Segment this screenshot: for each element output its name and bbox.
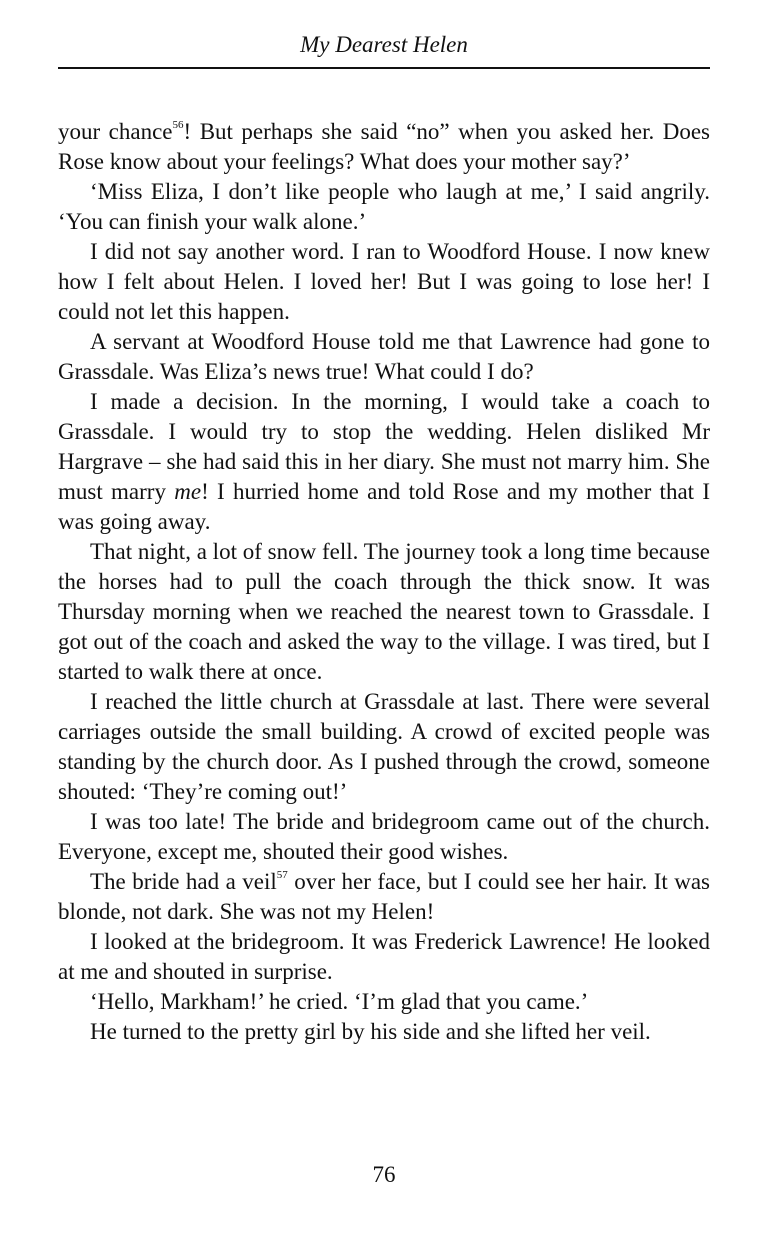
- paragraph-2: ‘Miss Eliza, I don’t like people who laugh at me,’ I said angrily. ‘You can finish your walk alone.’: [58, 179, 710, 234]
- body-text: [58, 117, 710, 1047]
- paragraph-5: [58, 387, 710, 537]
- paragraph-3: I did not say another word. I ran to Woodford House. I now knew how I felt about Helen. I loved her! But I was going to lose her! I could not let this happen.: [58, 239, 710, 324]
- paragraph-9-text-b: over her face, but I could see her hair. It was blonde, not dark. She was not my Helen!: [58, 869, 711, 924]
- header-rule: [58, 67, 710, 69]
- paragraph-5-text-b: ! I hurried home and told Rose and my mother that I was going away.: [58, 479, 710, 534]
- paragraph-4: A servant at Woodford House told me that Lawrence had gone to Grassdale. Was Eliza’s news true! What could I do?: [58, 329, 710, 384]
- paragraph-9-text-a: The bride had a veil: [90, 869, 277, 894]
- paragraph-8: I was too late! The bride and bridegroom came out of the church. Everyone, except me, shouted their good wishes.: [58, 809, 710, 864]
- paragraph-10: I looked at the bridegroom. It was Frederick Lawrence! He looked at me and shouted in surprise.: [58, 929, 710, 984]
- paragraph-12: He turned to the pretty girl by his side and she lifted her veil.: [90, 1019, 651, 1044]
- page-number: 76: [372, 1162, 396, 1187]
- paragraph-9: [58, 867, 710, 927]
- paragraph-11: ‘Hello, Markham!’ he cried. ‘I’m glad that you came.’: [90, 989, 589, 1014]
- footnote-ref-57: 57: [276, 869, 288, 881]
- paragraph-1: [58, 117, 710, 177]
- running-title: My Dearest Helen: [300, 32, 468, 57]
- paragraph-5-text-a: I made a decision. In the morning, I would take a coach to Grassdale. I would try to stop the wedding. Helen disliked Mr Hargrave – she had said this in her diary. She must not marry him. She must marry: [58, 389, 710, 504]
- paragraph-1-text-b: ! But perhaps she said “no” when you asked her. Does Rose know about your feelings? What does your mother say?’: [58, 119, 710, 174]
- footnote-ref-56: 56: [172, 119, 184, 131]
- paragraph-1-text-a: your chance: [58, 119, 173, 144]
- emphasis-me: me: [174, 479, 202, 504]
- paragraph-6: That night, a lot of snow fell. The journey took a long time because the horses had to pull the coach through the thick snow. It was Thursday morning when we reached the nearest town to Grassdale. I got out of the coach and asked the way to the village. I was tired, but I started to walk there at once.: [58, 539, 710, 684]
- paragraph-7: I reached the little church at Grassdale at last. There were several carriages outside the small building. A crowd of excited people was standing by the church door. As I pushed through the crowd, someone shouted: ‘They’re coming out!’: [58, 689, 710, 804]
